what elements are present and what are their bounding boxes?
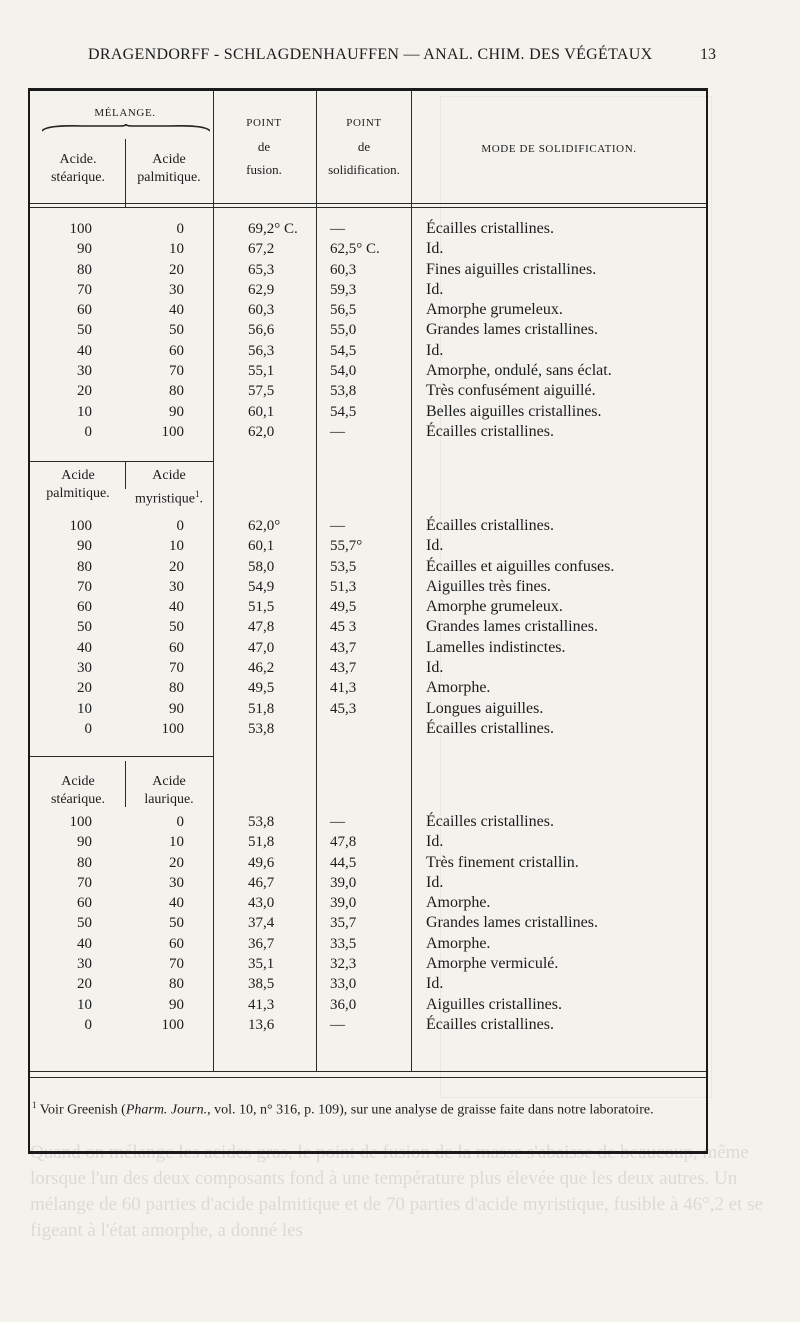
cell-fusion: 55,1 — [248, 363, 275, 380]
cell-b: 40 — [169, 302, 184, 319]
cell-fusion: 69,2° C. — [248, 221, 298, 237]
page-number: 13 — [700, 46, 716, 63]
cell-b: 10 — [169, 241, 184, 258]
brace-icon — [42, 124, 210, 132]
cell-solid: 45,3 — [330, 700, 357, 717]
cell-b: 80 — [169, 976, 184, 993]
footnote-journal: Pharm. Journ. — [125, 1102, 208, 1118]
cell-solid — [330, 719, 410, 739]
section3-col-mode — [426, 812, 706, 1035]
show-through-text: Quand on mélange les acides gras, le point de fusion de la masse s'abaisse de beaucoup, même lorsque l'un des deux composants fond à une température plus élevée que les deux autres. Un mélange de 60 parties d'acide palmitique et de 70 parties d'acide myristique, fusible à 46°,2 et se figeant à l'état amorphe, a donné les — [30, 1142, 764, 1241]
section2-acid-b-l2: myristique$^1$. — [135, 489, 203, 507]
cell-fusion: 49,6 — [248, 854, 275, 871]
cell-b: 0 — [176, 814, 184, 830]
section3-acid-a-l2: stéarique. — [50, 792, 106, 807]
cell-solid: 49,5 — [330, 599, 357, 616]
cell-a: 100 — [69, 518, 92, 534]
cell-mode: Aiguilles très fines. — [426, 577, 551, 595]
cell-fusion: 53,8 — [248, 720, 275, 737]
header-point-fusion-l2: de — [257, 139, 271, 154]
cell-solid: 45 3 — [330, 619, 357, 636]
cell-solid: 33,0 — [330, 976, 357, 993]
cell-b: 20 — [169, 854, 184, 871]
cell-a: 20 — [77, 680, 92, 697]
cell-solid: 54,5 — [330, 403, 357, 420]
cell-a: 50 — [77, 322, 92, 339]
section2-col-solid — [330, 516, 410, 739]
cell-fusion: 36,7 — [248, 935, 275, 952]
cell-a: 60 — [77, 302, 92, 319]
cell-fusion: 65,3 — [248, 261, 275, 278]
running-head: DRAGENDORFF - SCHLAGDENHAUFFEN — ANAL. CHIM. DES VÉGÉTAUX — [88, 46, 653, 63]
cell-fusion: 62,0 — [248, 423, 275, 440]
section2-col-fusion — [248, 516, 316, 739]
cell-mode: Amorphe grumeleux. — [426, 301, 563, 319]
section2-acid-a-l1: Acide — [61, 468, 95, 483]
cell-mode: Amorphe, ondulé, sans éclat. — [426, 362, 612, 380]
cell-mode: Lamelles indistinctes. — [426, 638, 566, 656]
cell-b: 30 — [169, 874, 184, 891]
footnote-marker: 1 — [32, 1100, 37, 1110]
cell-solid: 36,0 — [330, 996, 357, 1013]
cell-solid: — — [330, 221, 345, 237]
cell-mode: Id. — [426, 280, 444, 298]
cell-solid: 62,5° C. — [330, 241, 380, 258]
cell-a: 20 — [77, 383, 92, 400]
cell-mode: Très confusément aiguillé. — [426, 382, 596, 400]
cell-mode: Écailles cristallines. — [426, 813, 554, 830]
section3-acid-b — [126, 773, 212, 809]
cell-a: 30 — [77, 363, 92, 380]
cell-a: 30 — [77, 956, 92, 973]
cell-mode: Grandes lames cristallines. — [426, 914, 598, 932]
cell-b: 60 — [169, 935, 184, 952]
cell-mode: Amorphe. — [426, 934, 491, 952]
cell-solid: — — [330, 814, 345, 830]
cell-a: 10 — [77, 996, 92, 1013]
cell-fusion: 51,5 — [248, 599, 275, 616]
cell-a: 50 — [77, 619, 92, 636]
header-point-fusion-l1: POINT — [246, 117, 282, 129]
section3-acid-b-l2: laurique. — [144, 792, 194, 807]
cell-b: 80 — [169, 383, 184, 400]
section3-col-solid — [330, 812, 410, 1035]
col-divider — [213, 91, 214, 1071]
cell-a: 100 — [69, 814, 92, 830]
section2-acid-b — [126, 467, 212, 509]
cell-a: 90 — [77, 834, 92, 851]
cell-solid: — — [330, 1016, 345, 1033]
cell-a: 0 — [84, 1016, 92, 1033]
cell-fusion: 47,8 — [248, 619, 275, 636]
cell-a: 40 — [77, 935, 92, 952]
cell-solid: 43,7 — [330, 639, 357, 656]
cell-a: 80 — [77, 261, 92, 278]
cell-mode: Amorphe. — [426, 894, 491, 912]
cell-fusion: 58,0 — [248, 558, 275, 575]
section3-acid-a — [32, 773, 124, 809]
cell-a: 90 — [77, 538, 92, 555]
cell-fusion: 13,6 — [248, 1016, 275, 1033]
section2-acid-b-text: myristique — [135, 491, 195, 507]
section2-col-a — [38, 516, 92, 739]
cell-solid: 51,3 — [330, 578, 357, 595]
header-mode: MODE DE SOLIDIFICATION. — [481, 143, 637, 155]
cell-mode: Amorphe grumeleux. — [426, 598, 563, 616]
cell-b: 70 — [169, 363, 184, 380]
section3-col-fusion — [248, 812, 316, 1035]
section2-col-b — [130, 516, 184, 739]
cell-a: 100 — [69, 221, 92, 237]
cell-fusion: 37,4 — [248, 915, 275, 932]
section1-acid-a-l1: Acide. — [59, 152, 97, 167]
cell-mode: Id. — [426, 659, 444, 677]
section3-acid-b-l1: Acide — [152, 774, 186, 789]
cell-solid: 60,3 — [330, 261, 357, 278]
cell-solid: 53,8 — [330, 383, 357, 400]
footnote — [32, 1097, 702, 1119]
cell-solid: — — [330, 518, 345, 534]
section1-acid-a-l2: stéarique. — [50, 170, 106, 185]
section-rule — [30, 461, 213, 462]
cell-b: 20 — [169, 558, 184, 575]
cell-fusion: 53,8 — [248, 814, 275, 830]
cell-a: 40 — [77, 342, 92, 359]
cell-fusion: 51,8 — [248, 834, 275, 851]
cell-mode: Id. — [426, 833, 444, 851]
cell-mode: Écailles cristallines. — [426, 220, 554, 237]
cell-mode: Longues aiguilles. — [426, 699, 544, 717]
cell-solid: 54,5 — [330, 342, 357, 359]
cell-solid: 55,7° — [330, 538, 363, 555]
cell-a: 70 — [77, 874, 92, 891]
section3-col-a — [38, 812, 92, 1035]
cell-fusion: 60,1 — [248, 403, 275, 420]
header-point-solid — [317, 115, 411, 178]
cell-a: 50 — [77, 915, 92, 932]
cell-solid: 56,5 — [330, 302, 357, 319]
header-rule — [30, 203, 706, 204]
header-point-solid-l2: de — [357, 139, 371, 154]
cell-fusion: 47,0 — [248, 639, 275, 656]
section1-col-a — [38, 219, 92, 442]
cell-solid: — — [330, 423, 345, 440]
cell-b: 50 — [169, 915, 184, 932]
cell-fusion: 56,6 — [248, 322, 275, 339]
section1-col-mode — [426, 219, 706, 442]
cell-b: 30 — [169, 578, 184, 595]
cell-solid: 33,5 — [330, 935, 357, 952]
cell-b: 90 — [169, 996, 184, 1013]
cell-a: 60 — [77, 895, 92, 912]
cell-b: 60 — [169, 342, 184, 359]
cell-a: 70 — [77, 281, 92, 298]
cell-solid: 54,0 — [330, 363, 357, 380]
header-point-fusion-l3: fusion. — [246, 162, 282, 177]
cell-b: 70 — [169, 660, 184, 677]
section2-acid-a-l2: palmitique. — [46, 486, 110, 501]
cell-solid: 53,5 — [330, 558, 357, 575]
cell-b: 90 — [169, 700, 184, 717]
cell-fusion: 54,9 — [248, 578, 275, 595]
cell-b: 100 — [161, 1016, 184, 1033]
cell-mode: Id. — [426, 873, 444, 891]
cell-b: 0 — [176, 221, 184, 237]
cell-b: 10 — [169, 834, 184, 851]
cell-mode: Écailles et aiguilles confuses. — [426, 557, 615, 575]
table-bottom-rule — [30, 1071, 706, 1072]
cell-b: 100 — [161, 423, 184, 440]
data-table — [28, 88, 708, 1154]
header-rule — [30, 207, 706, 208]
cell-b: 0 — [176, 518, 184, 534]
table-bottom-rule — [30, 1077, 706, 1078]
cell-fusion: 56,3 — [248, 342, 275, 359]
cell-fusion: 62,0° — [248, 518, 281, 534]
cell-b: 60 — [169, 639, 184, 656]
cell-solid: 39,0 — [330, 874, 357, 891]
footnote-ref: 1 — [194, 489, 200, 499]
cell-b: 50 — [169, 322, 184, 339]
cell-solid: 35,7 — [330, 915, 357, 932]
cell-mode: Id. — [426, 240, 444, 258]
cell-mode: Écailles cristallines. — [426, 517, 554, 534]
section1-acid-b-l2: palmitique. — [137, 170, 201, 185]
cell-a: 80 — [77, 854, 92, 871]
cell-solid: 39,0 — [330, 895, 357, 912]
cell-b: 50 — [169, 619, 184, 636]
header-point-solid-l3: solidification. — [328, 162, 400, 177]
section1-acid-b-l1: Acide — [152, 152, 186, 167]
cell-fusion: 62,9 — [248, 281, 275, 298]
cell-b: 100 — [161, 720, 184, 737]
section3-col-b — [130, 812, 184, 1035]
section2-acid-b-l1: Acide — [152, 468, 186, 483]
cell-fusion: 49,5 — [248, 680, 275, 697]
cell-solid: 44,5 — [330, 854, 357, 871]
header-melange: MÉLANGE. — [94, 107, 156, 119]
cell-a: 80 — [77, 558, 92, 575]
cell-a: 10 — [77, 403, 92, 420]
cell-fusion: 43,0 — [248, 895, 275, 912]
cell-fusion: 60,1 — [248, 538, 275, 555]
cell-mode: Grandes lames cristallines. — [426, 618, 598, 636]
cell-a: 60 — [77, 599, 92, 616]
cell-b: 20 — [169, 261, 184, 278]
cell-mode: Aiguilles cristallines. — [426, 995, 562, 1013]
cell-solid: 59,3 — [330, 281, 357, 298]
cell-mode: Id. — [426, 537, 444, 555]
cell-b: 10 — [169, 538, 184, 555]
cell-fusion: 57,5 — [248, 383, 275, 400]
cell-fusion: 67,2 — [248, 241, 275, 258]
cell-fusion: 51,8 — [248, 700, 275, 717]
section1-acid-b — [126, 151, 212, 187]
cell-a: 0 — [84, 720, 92, 737]
cell-mode: Écailles cristallines. — [426, 1015, 554, 1033]
cell-fusion: 60,3 — [248, 302, 275, 319]
section2-col-mode — [426, 516, 706, 739]
cell-mode: Fines aiguilles cristallines. — [426, 260, 597, 278]
cell-fusion: 38,5 — [248, 976, 275, 993]
section2-acid-a — [32, 467, 124, 503]
section1-col-b — [130, 219, 184, 442]
cell-mode: Amorphe vermiculé. — [426, 955, 559, 973]
cell-b: 80 — [169, 680, 184, 697]
cell-a: 0 — [84, 423, 92, 440]
page-header — [0, 46, 800, 70]
cell-mode: Écailles cristallines. — [426, 719, 554, 737]
cell-mode: Id. — [426, 341, 444, 359]
cell-a: 40 — [77, 639, 92, 656]
col-divider — [316, 91, 317, 1071]
section1-col-fusion — [248, 219, 316, 442]
section1-acid-a — [32, 151, 124, 187]
cell-solid: 47,8 — [330, 834, 357, 851]
cell-solid: 32,3 — [330, 956, 357, 973]
cell-mode: Id. — [426, 975, 444, 993]
header-point-solid-l1: POINT — [346, 117, 382, 129]
cell-b: 40 — [169, 895, 184, 912]
section3-acid-a-l1: Acide — [61, 774, 95, 789]
cell-solid: 43,7 — [330, 660, 357, 677]
cell-fusion: 41,3 — [248, 996, 275, 1013]
cell-b: 40 — [169, 599, 184, 616]
cell-mode: Très finement cristallin. — [426, 853, 579, 871]
section-rule — [30, 756, 213, 757]
cell-mode: Amorphe. — [426, 679, 491, 697]
cell-mode: Grandes lames cristallines. — [426, 321, 598, 339]
cell-solid: 55,0 — [330, 322, 357, 339]
cell-b: 70 — [169, 956, 184, 973]
footnote-text-a: Voir Greenish ( — [39, 1102, 126, 1118]
cell-mode: Écailles cristallines. — [426, 422, 554, 440]
cell-fusion: 46,2 — [248, 660, 275, 677]
cell-b: 90 — [169, 403, 184, 420]
cell-a: 20 — [77, 976, 92, 993]
col-divider — [411, 91, 412, 1071]
cell-a: 10 — [77, 700, 92, 717]
cell-b: 30 — [169, 281, 184, 298]
section1-col-solid — [330, 219, 410, 442]
cell-solid: 41,3 — [330, 680, 357, 697]
cell-a: 90 — [77, 241, 92, 258]
footnote-text-b: , vol. 10, n° 316, p. 109), sur une analyse de graisse faite dans notre laboratoire. — [207, 1102, 654, 1118]
cell-a: 30 — [77, 660, 92, 677]
cell-a: 70 — [77, 578, 92, 595]
cell-fusion: 46,7 — [248, 874, 275, 891]
header-point-fusion — [212, 115, 316, 178]
cell-fusion: 35,1 — [248, 956, 275, 973]
cell-mode: Belles aiguilles cristallines. — [426, 402, 602, 420]
